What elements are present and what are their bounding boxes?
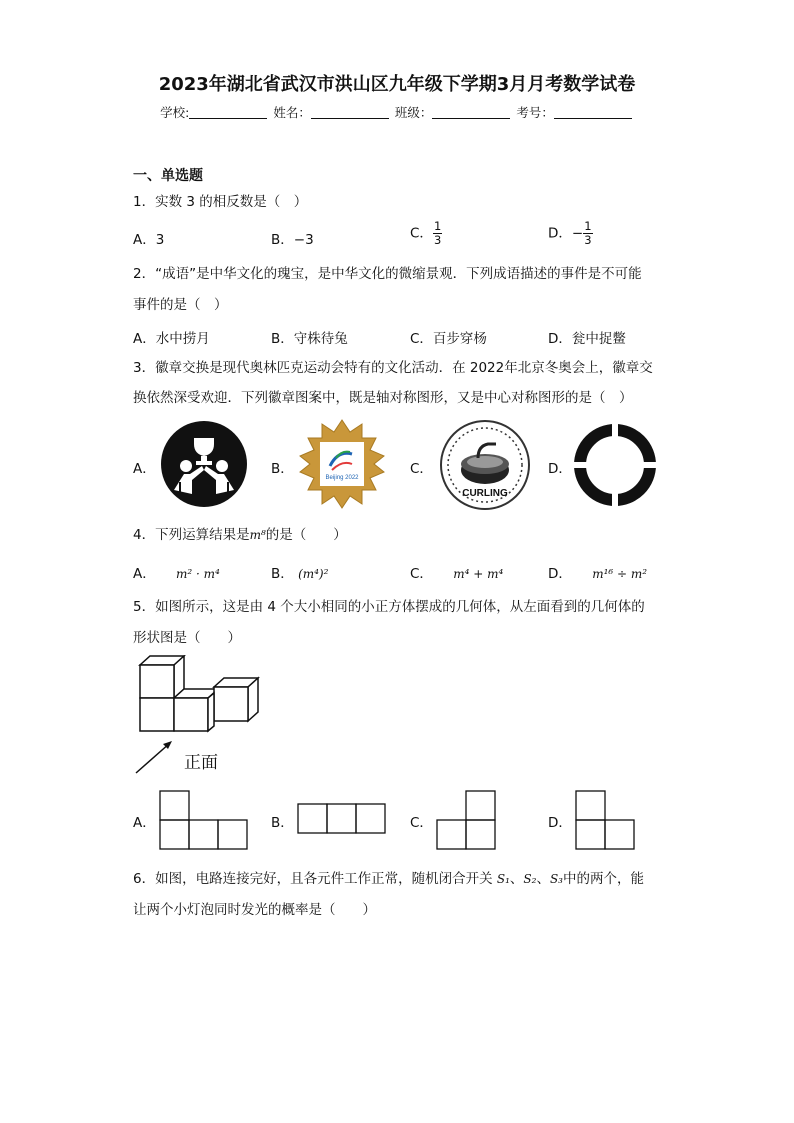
- fraction-denominator: 3: [433, 233, 442, 247]
- q2-option-b[interactable]: B．守株待兔: [271, 331, 348, 347]
- student-info-line: [0, 103, 794, 121]
- q4-option-a-prefix: A．: [133, 566, 156, 582]
- class-label: 班级：: [394, 105, 433, 120]
- q5-option-a[interactable]: A．: [133, 815, 156, 831]
- name-blank[interactable]: [311, 106, 389, 119]
- q1-option-c[interactable]: [410, 220, 442, 247]
- q3-badge-c-text: CURLING: [462, 488, 508, 499]
- class-blank[interactable]: [432, 106, 510, 119]
- page-title: 2023年湖北省武汉市洪山区九年级下学期3月月考数学试卷: [158, 74, 636, 95]
- q5-option-a-figure: [158, 789, 250, 851]
- q4-option-c[interactable]: [410, 562, 503, 582]
- q1-option-c-fraction: [433, 220, 442, 247]
- q6-stem-prefix: 6．如图，电路连接完好，且各元件工作正常，随机闭合开关: [133, 871, 497, 887]
- q3-option-b[interactable]: B．: [271, 461, 294, 477]
- q3-option-c[interactable]: C．: [410, 461, 433, 477]
- fraction-numerator: 1: [584, 219, 592, 233]
- number-label: 考号：: [516, 105, 554, 120]
- q4-option-d-expr: m¹⁶ ÷ m²: [592, 567, 648, 581]
- q4-stem-suffix: 的是（ ）: [265, 527, 347, 543]
- school-label: 学校:: [160, 105, 190, 120]
- q2-stem-line1: 2．“成语”是中华文化的瑰宝，是中华文化的微缩景观．下列成语描述的事件是不可能: [133, 266, 642, 282]
- fraction-numerator: 1: [433, 219, 442, 233]
- q6-switch-s2: S₂: [523, 872, 537, 886]
- q4-option-b[interactable]: [271, 562, 328, 582]
- q6-sep2: 、: [536, 871, 550, 887]
- q3-badge-b-text: Beijing 2022: [325, 475, 359, 481]
- q3-badge-b-snowflake-icon: [296, 418, 388, 510]
- q3-stem-line1: 3．徽章交换是现代奥林匹克运动会特有的文化活动．在 2022年北京冬奥会上，徽章交: [133, 360, 653, 376]
- q5-option-c-figure: [435, 789, 497, 851]
- q5-option-b[interactable]: B．: [271, 815, 294, 831]
- school-blank[interactable]: [189, 106, 267, 119]
- q1-option-a[interactable]: A．3: [133, 232, 165, 248]
- section-heading: 一、单选题: [133, 168, 203, 184]
- q1-option-d[interactable]: [548, 220, 593, 247]
- q5-stem-line2: 形状图是（ ）: [133, 630, 241, 646]
- q6-switch-s1: S₁: [496, 872, 510, 886]
- q4-option-d[interactable]: [548, 562, 647, 582]
- q5-option-b-figure: [296, 802, 388, 836]
- q1-option-d-prefix: D．−: [548, 225, 584, 242]
- q3-badge-a-trophy-icon: [160, 420, 248, 508]
- q5-stem-line1: 5．如图所示，这是由 4 个大小相同的小正方体摆成的几何体，从左面看到的几何体的: [133, 599, 645, 615]
- q4-option-c-prefix: C．: [410, 566, 433, 582]
- fraction-denominator: 3: [584, 233, 592, 247]
- q4-stem: [133, 525, 668, 545]
- q2-option-a[interactable]: A．水中捞月: [133, 331, 210, 347]
- q4-option-b-prefix: B．: [271, 566, 294, 582]
- q1-option-b[interactable]: B．−3: [271, 232, 314, 248]
- q2-stem-line2: 事件的是（ ）: [133, 297, 228, 313]
- q5-option-c[interactable]: C．: [410, 815, 433, 831]
- q1-option-c-prefix: C．: [410, 225, 433, 242]
- q5-front-label: 正面: [184, 753, 218, 773]
- q3-badge-d-ring-icon: [572, 422, 658, 508]
- q4-option-a-expr: m² · m⁴: [176, 567, 220, 581]
- q2-option-c[interactable]: C．百步穿杨: [410, 331, 487, 347]
- q6-stem-suffix: 中的两个，能: [562, 871, 644, 887]
- q4-option-b-expr: (m⁴)²: [298, 567, 329, 581]
- q3-option-d[interactable]: D．: [548, 461, 572, 477]
- q4-stem-var: m⁸: [249, 528, 266, 542]
- q5-option-d[interactable]: D．: [548, 815, 572, 831]
- q3-option-a[interactable]: A．: [133, 461, 156, 477]
- q6-stem-line2: 让两个小灯泡同时发光的概率是（ ）: [133, 902, 376, 918]
- q1-option-d-fraction: [583, 220, 592, 247]
- number-blank[interactable]: [554, 106, 632, 119]
- q6-switch-s3: S₃: [549, 872, 563, 886]
- q3-stem-line2: 换依然深受欢迎．下列徽章图案中，既是轴对称图形，又是中心对称图形的是（ ）: [133, 390, 633, 406]
- q4-option-c-expr: m⁴ + m⁴: [453, 567, 504, 581]
- q2-option-d[interactable]: D．瓮中捉鳖: [548, 331, 626, 347]
- q5-option-d-figure: [574, 789, 636, 851]
- q1-stem: 1．实数 3 的相反数是（ ）: [133, 194, 308, 210]
- q4-stem-prefix: 4．下列运算结果是: [133, 527, 250, 543]
- q4-option-a[interactable]: [133, 562, 220, 582]
- q4-option-d-prefix: D．: [548, 566, 572, 582]
- q3-badge-c-curling-stone-icon: [440, 420, 530, 510]
- q6-stem-line1: [133, 869, 668, 889]
- q6-sep1: 、: [509, 871, 524, 887]
- name-label: 姓名：: [273, 105, 311, 120]
